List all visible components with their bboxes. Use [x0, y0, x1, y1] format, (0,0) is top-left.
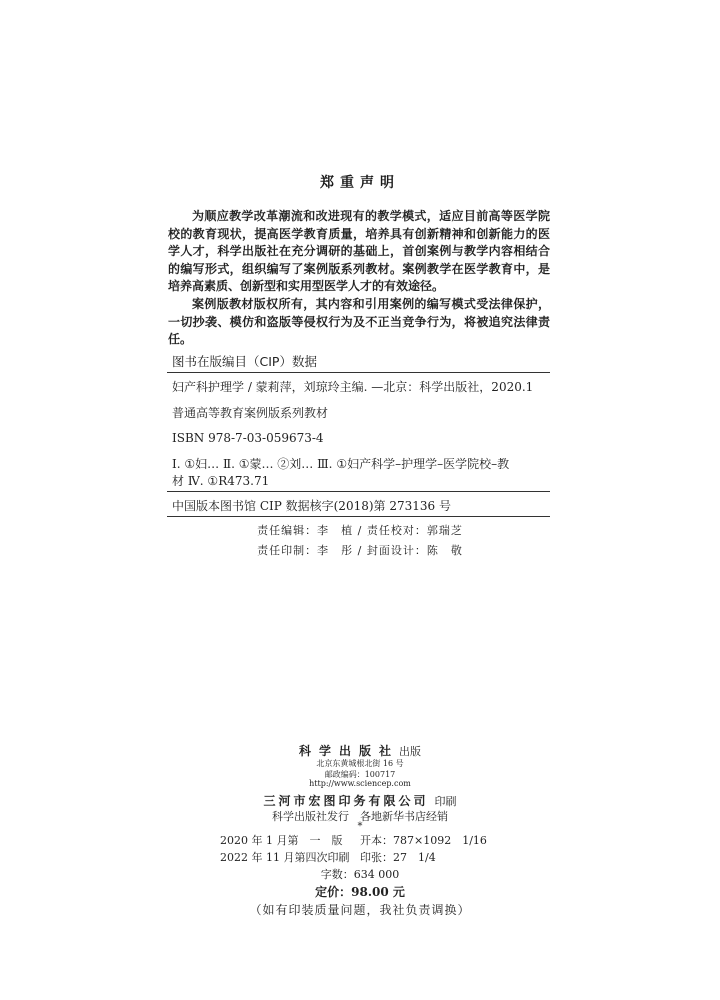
publisher-website: http://www.sciencep.com: [309, 779, 411, 788]
printer-name: 三河市宏图印务有限公司: [263, 794, 429, 808]
cip-classification-line-1: Ⅰ. ①妇… Ⅱ. ①蒙… ②刘… Ⅲ. ①妇产科学–护理学–医学院校–教: [172, 457, 510, 471]
format-size: 开本：787×1092 1/16: [360, 834, 487, 847]
printing-date: 2022 年 11 月第四次印刷: [220, 851, 350, 864]
price-line: [0, 881, 720, 900]
cip-top-rule: [167, 372, 550, 373]
cip-isbn: ISBN 978-7-03-059673-4: [172, 431, 324, 445]
cip-bottom-rule: [167, 516, 550, 517]
printer-suffix: 印刷: [434, 795, 457, 808]
separator-star: *: [357, 821, 363, 832]
printing-line: [0, 849, 720, 865]
cip-middle-rule: [167, 491, 550, 492]
cip-classification-line-2: 材 Ⅳ. ①R473.71: [172, 474, 270, 488]
word-count: 字数：634 000: [320, 868, 400, 881]
publisher-suffix: 出版: [399, 745, 421, 758]
publisher-postcode: 邮政编码：100717: [324, 770, 396, 779]
printer-line: [0, 790, 720, 809]
sheet-count: 印张：27 1/4: [360, 851, 436, 864]
edition-line: [0, 832, 720, 848]
edition-date: 2020 年 1 月第 一 版: [220, 834, 343, 847]
publisher-address: 北京东黄城根北街 16 号: [316, 759, 404, 768]
staff-line-production: 责任印制：李 彤 / 封面设计：陈 敬: [257, 544, 463, 557]
publisher-line: [0, 740, 720, 759]
quality-notice: （如有印装质量问题，我社负责调换）: [249, 903, 471, 917]
cip-record-number: 中国版本图书馆 CIP 数据核字(2018)第 273136 号: [172, 499, 451, 513]
distribution-line: 科学出版社发行 各地新华书店经销: [272, 810, 448, 823]
price-value: 98.00 元: [351, 885, 405, 899]
cip-title-line: 妇产科护理学 / 蒙莉萍，刘琼玲主编. —北京：科学出版社，2020.1: [172, 380, 534, 394]
statement-title: 郑重声明: [320, 175, 400, 191]
statement-paragraph-1: 为顺应教学改革潮流和改进现有的教学模式，适应目前高等医学院校的教育现状，提高医学教育质量，培养具有创新精神和创新能力的医学人才，科学出版社在充分调研的基础上，首创案例与教学内容相结合的编写形式，组织编写了案例版系列教材。案例教学在医学教育中，是培养高素质、创新型和实用型医学人才的有效途径。: [168, 209, 550, 293]
cip-series-line: 普通高等教育案例版系列教材: [172, 406, 329, 420]
cip-heading: 图书在版编目（CIP）数据: [172, 354, 317, 369]
statement-paragraph-2: 案例版教材版权所有，其内容和引用案例的编写模式受法律保护，一切抄袭、模仿和盗版等侵权行为及不正当竞争行为，将被追究法律责任。: [168, 297, 550, 346]
staff-line-editors: 责任编辑：李 植 / 责任校对：郭瑞芝: [257, 524, 463, 537]
publisher-name: 科学出版社: [298, 744, 399, 758]
price-label: 定价：: [315, 885, 352, 899]
